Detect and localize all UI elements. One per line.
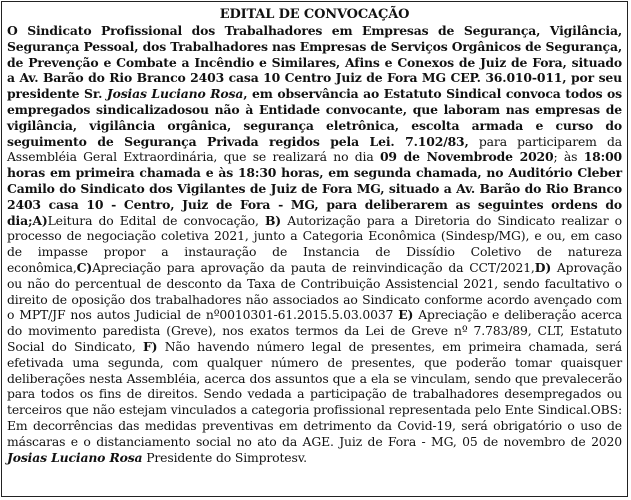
convocation-notice	[1, 1, 628, 497]
notice-title: EDITAL DE CONVOCAÇÃO	[219, 7, 410, 22]
signature-role: Presidente do Simprotesv.	[142, 449, 307, 465]
item-a-label: A)	[32, 212, 48, 228]
item-f-text: Não havendo número legal de presentes, em primeira chamada, será efetivada uma segunda, com qualquer número de presentes, que poderão tomar quaisquer deliberações nesta Assembléia, acerca dos assuntos que a ela se vinculam, sendo que prevalecerão para todos os fins de direitos. Sendo vedada a participação de trabalhadores desempregados ou terceiros que não estejam vinculados a categoria profissional representada pelo Ente Sindical.OBS: Em decorrências das medidas preventivas em detrimento da Covid-19, será obrigatório o uso de máscaras e o distanciamento social no ato da AGE. Juiz de Fora - MG, 05 de novembro de 2020	[7, 338, 622, 449]
intro-text-continued: , em observância ao Estatuto Sindical convoca todos os empregados sindicalizadosou não à Entidade convocante, que laboram nas empresas de vigilância, vigilância orgânica, segurança eletrônica, escolta armada e curso do seguimento de Segurança Privada regidos pela Lei. 7.102/83,	[7, 86, 622, 149]
meeting-date: 09 de Novembrode 2020	[379, 149, 554, 165]
item-c-label: C)	[76, 259, 93, 275]
item-e-label: E)	[398, 307, 414, 323]
item-a-text: Leitura do Edital de convocação,	[47, 212, 265, 228]
item-b-label: B)	[264, 212, 281, 228]
item-e-text: Apreciação e deliberação acerca do movimento paredista (Greve), nos exatos termos da Lei de Greve nº 7.783/89, CLT, Estatuto Social do Sindicato,	[7, 307, 622, 354]
meeting-time-location: 18:00 horas em primeira chamada e às 18:30 horas, em segunda chamada, no Auditório Cleber Camilo do Sindicato dos Vigilantes de Juiz de Fora MG, situado a Av. Barão do Rio Branco 2403 casa 10 - Centro, Juiz de Fora - MG, para deliberarem as seguintes ordens do dia;	[7, 149, 623, 228]
item-f-label: F)	[142, 338, 158, 354]
notice-body	[7, 23, 622, 465]
item-b-text: Autorização para a Diretoria do Sindicato realizar o processo de negociação coletiva 2021, junto a Categoria Econômica (Sindesp/MG), e ou, em caso de impasse propor a instauração de Instancia de Dissídio Coletivo de natureza econômica,	[7, 212, 622, 275]
president-name: Josias Luciano Rosa	[106, 86, 244, 102]
item-d-label: D)	[534, 259, 552, 275]
time-separator: ; às	[553, 149, 584, 165]
signature-name: Josias Luciano Rosa	[7, 449, 143, 465]
intro-text: O Sindicato Profissional dos Trabalhadores em Empresas de Segurança, Vigilância, Segurança Pessoal, dos Trabalhadores nas Empresas de Serviços Orgânicos de Segurança, de Prevenção e Combate a Incêndio e Similares, Afins e Conexos de Juiz de Fora, situado a Av. Barão do Rio Branco 2403 casa 10 Centro Juiz de Fora MG CEP. 36.010-011, por seu presidente Sr.	[7, 23, 622, 102]
call-text: para participarem da Assembléia Geral Extraordinária, que se realizará no dia	[7, 133, 622, 165]
item-d-text: Aprovação ou não do percentual de desconto da Taxa de Contribuição Assistencial 2021, sendo facultativo o direito de oposição dos trabalhadores não associados ao Sindicato conforme acordo avençado com o MPT/JF nos autos Judicial de nº0010301-61.2015.5.03.0037	[7, 259, 622, 323]
item-c-text: Apreciação para aprovação da pauta de reinvindicação da CCT/2021,	[92, 259, 535, 275]
